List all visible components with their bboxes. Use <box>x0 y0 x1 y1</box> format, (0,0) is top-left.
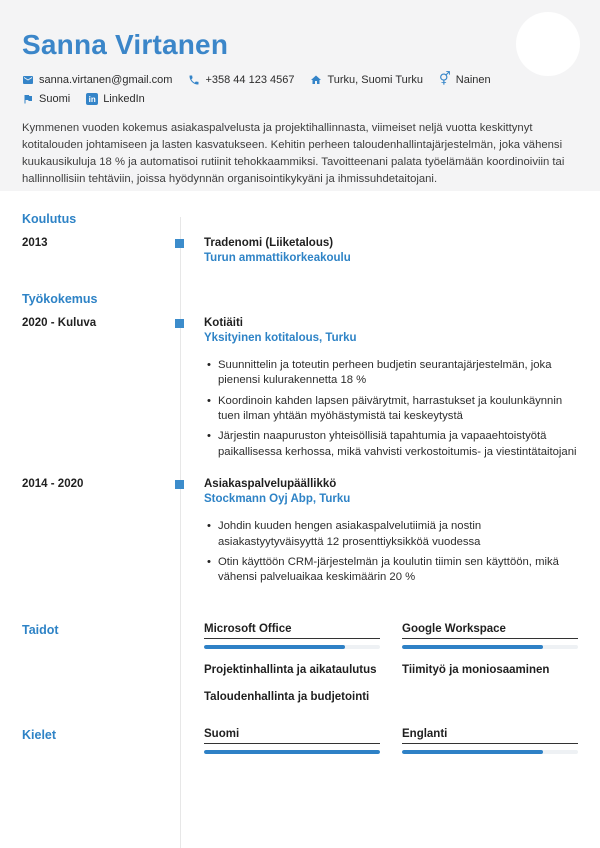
language-label: Suomi <box>204 727 240 740</box>
contact-location <box>310 74 423 86</box>
home-icon <box>310 74 322 86</box>
linkedin-icon: in <box>86 93 98 105</box>
contact-gender-text: Nainen <box>455 74 491 86</box>
skill-underline <box>402 638 578 639</box>
timeline-square-icon <box>175 239 184 248</box>
job2-title: Asiakaspalvelupäällikkö <box>204 478 337 491</box>
experience-entry-row <box>0 478 600 590</box>
resume-body <box>0 212 600 848</box>
job1-bullet-list <box>204 358 578 460</box>
contact-email-text: sanna.virtanen@gmail.com <box>39 74 173 86</box>
skill-underline <box>204 638 380 639</box>
job1-title: Kotiäiti <box>204 317 243 329</box>
contact-phone-text: +358 44 123 4567 <box>205 74 295 86</box>
experience-section-header-row <box>0 292 600 306</box>
skill-item <box>204 691 380 703</box>
linkedin-link-text: LinkedIn <box>103 93 145 105</box>
education-entry <box>181 237 600 264</box>
education-section-header-row <box>0 212 600 226</box>
languages-section-row <box>0 728 600 754</box>
skill-item <box>402 623 578 649</box>
linkedin-link[interactable] <box>86 93 145 105</box>
education-school: Turun ammattikorkeakoulu <box>204 252 351 264</box>
education-period: 2013 <box>22 237 48 249</box>
job1-company: Yksityinen kotitalous, Turku <box>204 332 357 344</box>
skill-label: Microsoft Office <box>204 622 292 635</box>
timeline-square-icon <box>175 480 184 489</box>
language-level-fill <box>402 750 543 754</box>
skill-item <box>204 664 380 676</box>
experience-entry-row <box>0 317 600 465</box>
education-degree: Tradenomi (Liiketalous) <box>204 237 334 249</box>
contact-nationality-text: Suomi <box>39 93 71 105</box>
language-underline <box>204 743 380 744</box>
skill-level-track <box>402 645 578 649</box>
skill-item <box>402 664 578 676</box>
list-item: • Johdin kuuden hengen asiakaspalvelutiimiä ja nostin asiakastyytyväisyyttä 12 prosenttiyksikköä vuodessa <box>218 519 578 550</box>
contact-email <box>22 74 172 86</box>
skill-label: Projektinhallinta ja aikataulutus <box>204 663 377 676</box>
flag-icon <box>22 93 34 105</box>
contact-row-2 <box>22 93 570 105</box>
education-section-title: Koulutus <box>22 212 77 226</box>
list-item: • Suunnittelin ja toteutin perheen budjetin seurantajärjestelmän, joka pienensi kulurakennetta 18 % <box>218 358 578 389</box>
languages-grid <box>204 728 578 754</box>
skill-level-track <box>204 645 380 649</box>
avatar <box>516 12 580 76</box>
contact-location-text: Turku, Suomi Turku <box>327 74 424 86</box>
envelope-icon <box>22 74 34 86</box>
profile-summary: Kymmenen vuoden kokemus asiakaspalvelusta ja projektihallinnasta, viimeiset neljä vuotta keskittynyt kotitalouden johtamiseen ja lasten kasvatukseen. Kehitin perheen taloudenhallintajärjestelmän, joka vähensi kuukausikuluja 18 % ja automatisoi rutiinit tehokkaammiksi. Tavoitteenani palata työelämään koordinoiviin tai hallinnollisiin tehtäviin, joissa hyödynnän organisointikykyäni ja ihmissuhdetaitojani. <box>22 122 565 185</box>
language-underline <box>402 743 578 744</box>
job2-period: 2014 - 2020 <box>22 478 84 491</box>
language-level-track <box>204 750 380 754</box>
language-item <box>402 728 578 754</box>
list-item: • Koordinoin kahden lapsen päivärytmit, harrastukset ja koulunkäynnin tuen ilman yhtään myöhästymistä tai keskeytystä <box>218 394 578 425</box>
list-item: • Otin käyttöön CRM-järjestelmän ja koulutin tiimin sen käyttöön, mikä vähensi palveluaikaa keskimäärin 20 % <box>218 555 578 586</box>
resume-header <box>0 0 600 191</box>
language-level-track <box>402 750 578 754</box>
languages-section-title: Kielet <box>22 727 57 742</box>
contact-nationality <box>22 93 70 105</box>
contact-row-1 <box>22 74 570 86</box>
job2-bullet-list <box>204 519 578 585</box>
skills-grid <box>204 623 578 703</box>
job1-entry <box>181 317 600 465</box>
language-item <box>204 728 380 754</box>
skill-item <box>204 623 380 649</box>
skill-level-fill <box>402 645 543 649</box>
job2-entry <box>181 478 600 590</box>
skill-label: Tiimityö ja moniosaaminen <box>402 663 550 676</box>
phone-icon <box>188 74 200 86</box>
job1-period: 2020 - Kuluva <box>22 317 97 329</box>
skill-label: Google Workspace <box>402 622 506 635</box>
job2-company: Stockmann Oyj Abp, Turku <box>204 493 351 506</box>
language-label: Englanti <box>402 727 448 740</box>
list-item: • Järjestin naapuruston yhteisöllisiä tapahtumia ja vapaaehtoistyötä paikallisessa kerhossa, mikä vahvisti verkostoitumis- ja viestintätaitojani <box>218 429 578 460</box>
skills-section-row <box>0 623 600 703</box>
skills-section-title: Taidot <box>22 622 59 637</box>
skill-level-fill <box>204 645 345 649</box>
contact-gender <box>439 74 491 86</box>
contact-phone <box>188 74 294 86</box>
language-level-fill <box>204 750 380 754</box>
timeline-square-icon <box>175 319 184 328</box>
gender-icon: ⚥ <box>439 72 451 87</box>
experience-section-title: Työkokemus <box>22 292 98 306</box>
skill-label: Taloudenhallinta ja budjetointi <box>204 690 370 703</box>
education-entry-row <box>0 237 600 264</box>
page-title: Sanna Virtanen <box>22 29 229 60</box>
